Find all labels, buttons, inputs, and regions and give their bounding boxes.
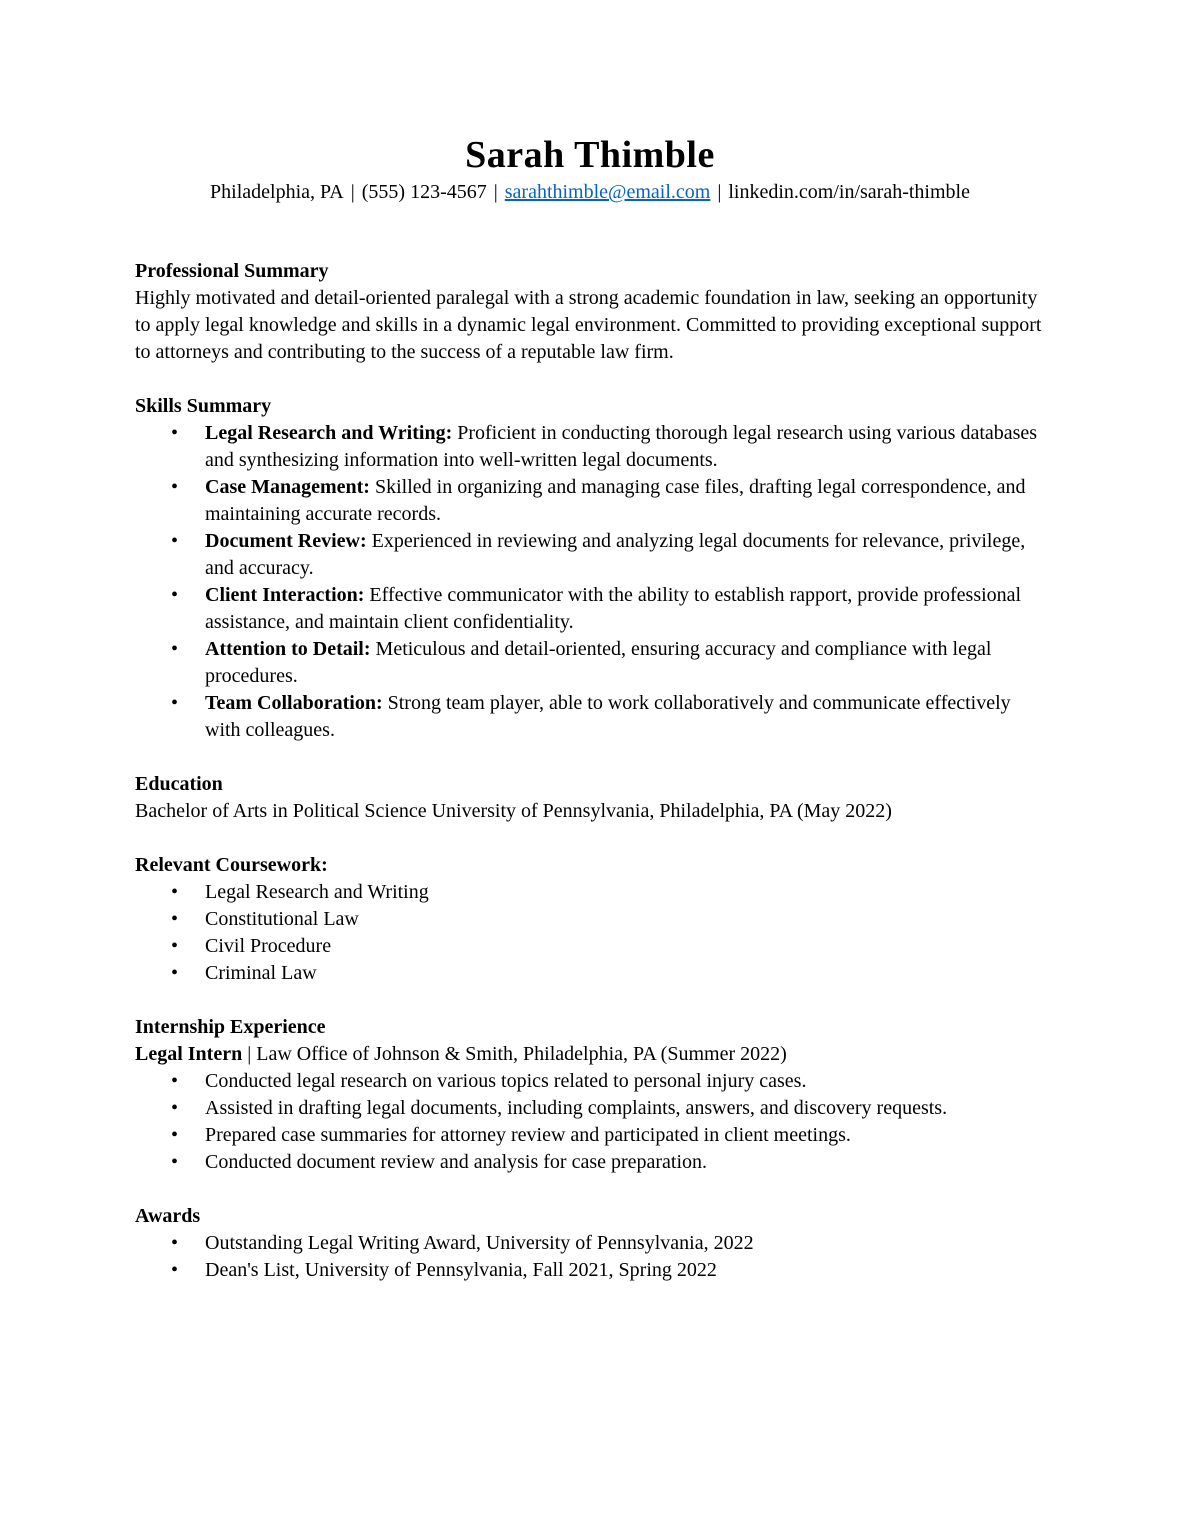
skill-text: Effective communicator with the ability to establish rapport, provide professional assistance, and maintain client confidentiality.	[205, 584, 1022, 633]
skill-text: Experienced in reviewing and analyzing legal documents for relevance, privilege, and accuracy.	[205, 530, 1026, 579]
contact-phone: (555) 123-4567	[361, 181, 487, 203]
professional-summary-heading: Professional Summary	[135, 260, 329, 282]
coursework-item: • Legal Research and Writing	[135, 879, 1045, 906]
section-education	[135, 771, 1045, 825]
internship-heading: Internship Experience	[135, 1016, 326, 1038]
skills-summary-heading: Skills Summary	[135, 395, 272, 417]
coursework-item: • Civil Procedure	[135, 933, 1045, 960]
role-separator: |	[247, 1043, 252, 1065]
skill-label: Legal Research and Writing:	[205, 422, 453, 444]
contact-location: Philadelphia, PA	[210, 181, 344, 203]
professional-summary-text: Highly motivated and detail-oriented paralegal with a strong academic foundation in law, seeking an opportunity to apply legal knowledge and skills in a dynamic legal environment. Committed to providing exceptional support to attorneys and contributing to the success of a reputable law firm.	[135, 287, 1042, 363]
contact-separator: |	[350, 181, 355, 203]
skill-text: Strong team player, able to work collaboratively and communicate effectively with colleagues.	[205, 692, 1011, 741]
skill-item	[135, 420, 1045, 474]
awards-list	[135, 1230, 1045, 1284]
email-link[interactable]: sarahthimble@email.com	[504, 181, 711, 203]
internship-org: Law Office of Johnson & Smith, Philadelphia, PA (Summer 2022)	[256, 1043, 787, 1065]
education-heading: Education	[135, 773, 223, 795]
award-item: • Outstanding Legal Writing Award, University of Pennsylvania, 2022	[135, 1230, 1045, 1257]
skill-item	[135, 582, 1045, 636]
awards-heading: Awards	[135, 1205, 201, 1227]
section-awards	[135, 1203, 1045, 1284]
internship-list	[135, 1068, 1045, 1176]
coursework-list	[135, 879, 1045, 987]
resume-header	[135, 132, 1045, 206]
skill-label: Document Review:	[205, 530, 367, 552]
section-internship	[135, 1014, 1045, 1176]
skill-label: Case Management:	[205, 476, 370, 498]
internship-item: • Prepared case summaries for attorney review and participated in client meetings.	[135, 1122, 1045, 1149]
internship-item: • Conducted document review and analysis for case preparation.	[135, 1149, 1045, 1176]
contact-separator: |	[717, 181, 722, 203]
internship-role: Legal Intern	[135, 1043, 243, 1065]
skill-text: Skilled in organizing and managing case files, drafting legal correspondence, and maintaining accurate records.	[205, 476, 1026, 525]
contact-line	[135, 178, 1045, 206]
section-coursework	[135, 852, 1045, 987]
internship-item: • Conducted legal research on various topics related to personal injury cases.	[135, 1068, 1045, 1095]
skills-list	[135, 420, 1045, 744]
skill-label: Attention to Detail:	[205, 638, 371, 660]
contact-separator: |	[493, 181, 498, 203]
coursework-heading: Relevant Coursework:	[135, 854, 328, 876]
coursework-item: • Constitutional Law	[135, 906, 1045, 933]
section-professional-summary	[135, 258, 1045, 366]
skill-item	[135, 474, 1045, 528]
contact-linkedin: linkedin.com/in/sarah-thimble	[728, 181, 970, 203]
internship-item: • Assisted in drafting legal documents, including complaints, answers, and discovery requests.	[135, 1095, 1045, 1122]
coursework-item: • Criminal Law	[135, 960, 1045, 987]
skill-item	[135, 528, 1045, 582]
award-item: • Dean's List, University of Pennsylvania, Fall 2021, Spring 2022	[135, 1257, 1045, 1284]
internship-role-line	[135, 1041, 1045, 1068]
skill-label: Client Interaction:	[205, 584, 365, 606]
skill-text: Meticulous and detail-oriented, ensuring accuracy and compliance with legal procedures.	[205, 638, 992, 687]
skill-item	[135, 636, 1045, 690]
candidate-name: Sarah Thimble	[465, 134, 715, 176]
skill-item	[135, 690, 1045, 744]
section-skills-summary	[135, 393, 1045, 744]
education-text: Bachelor of Arts in Political Science University of Pennsylvania, Philadelphia, PA (May 2022)	[135, 800, 892, 822]
skill-text: Proficient in conducting thorough legal research using various databases and synthesizing information into well-written legal documents.	[205, 422, 1038, 471]
skill-label: Team Collaboration:	[205, 692, 383, 714]
